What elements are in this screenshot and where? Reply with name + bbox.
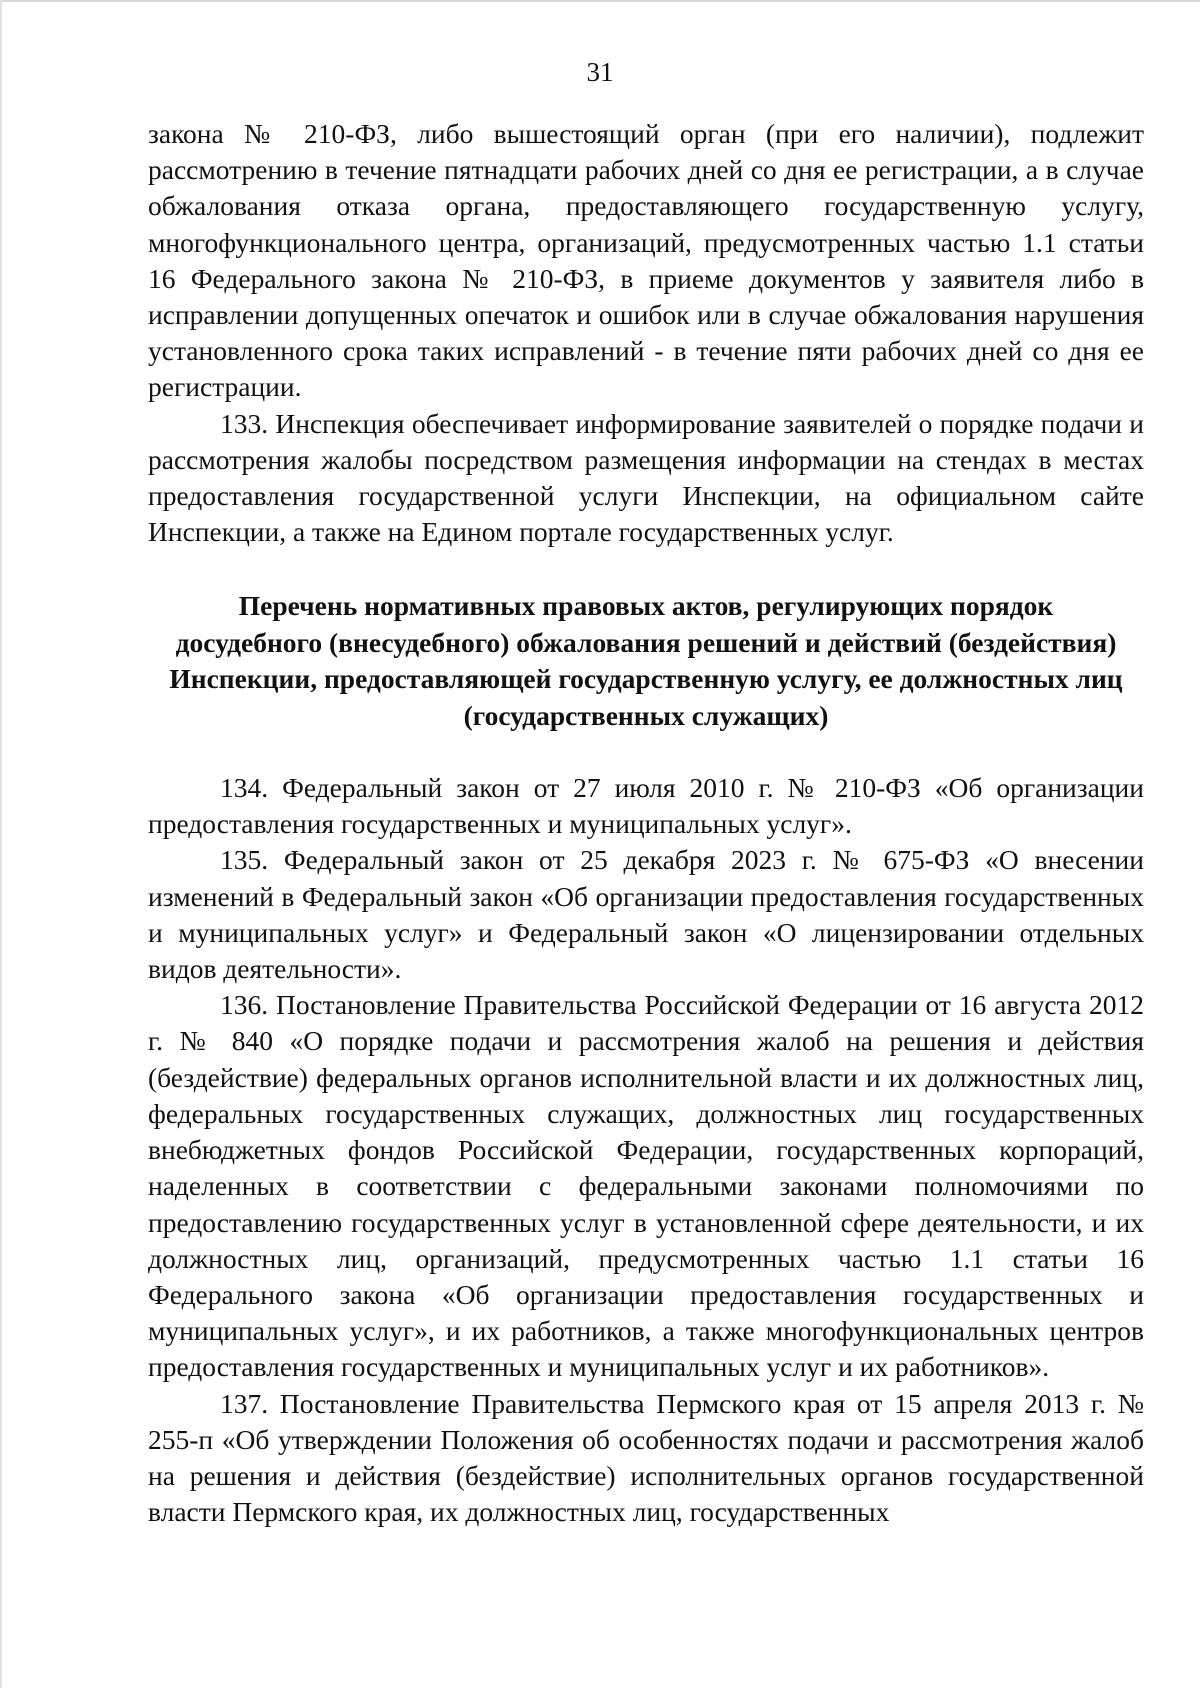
paragraph-136: 136. Постановление Правительства Российской Федерации от 16 августа 2012 г. № 840 «О порядке подачи и рассмотрения жалоб на решения и действия (бездействие) федеральных органов исполнительной власти и их должностных лиц, федеральных государственных служащих, должностных лиц государственных внебюджетных фондов Российской Федерации, государственных корпораций, наделенных в соответствии с федеральными законами полномочиями по предоставлению государственных услуг в установленной сфере деятельности, и их должностных лиц, организаций, предусмотренных частью 1.1 статьи 16 Федерального закона «Об организации предоставления государственных и муниципальных услуг», и их работников, а также многофункциональных центров предоставления государственных и муниципальных услуг и их работников».: [148, 989, 1144, 1383]
scan-edge-top: [0, 0, 1200, 2]
scan-edge-left: [0, 0, 2, 1688]
section-heading: [148, 588, 1144, 734]
heading-line: досудебного (внесудебного) обжалования решений и действий (бездействия): [175, 626, 1117, 658]
paragraph-133: 133. Инспекция обеспечивает информирование заявителей о порядке подачи и рассмотрения жалобы посредством размещения информации на стендах в местах предоставления государственной услуги Инспекции, на официальном сайте Инспекции, а также на Едином портале государственных услуг.: [148, 407, 1144, 548]
page-number: 31: [586, 57, 614, 87]
paragraph-137: 137. Постановление Правительства Пермского края от 15 апреля 2013 г. № 255-п «Об утверждении Положения об особенностях подачи и рассмотрения жалоб на решения и действия (бездействие) исполнительных органов государственной власти Пермского края, их должностных лиц, государственных: [148, 1387, 1144, 1528]
heading-line: Перечень нормативных правовых актов, регулирующих порядок: [238, 590, 1054, 622]
heading-line: (государственных служащих): [463, 699, 829, 731]
document-body: [148, 116, 1144, 1530]
heading-line: Инспекции, предоставляющей государственную услугу, ее должностных лиц: [169, 663, 1123, 695]
paragraph-135: 135. Федеральный закон от 25 декабря 2023 г. № 675-ФЗ «О внесении изменений в Федеральный закон «Об организации предоставления государственных и муниципальных услуг» и Федеральный закон «О лицензировании отдельных видов деятельности».: [148, 844, 1144, 985]
paragraph-134: 134. Федеральный закон от 27 июля 2010 г. № 210-ФЗ «Об организации предоставления государственных и муниципальных услуг».: [148, 772, 1144, 840]
paragraph-continuation: закона № 210-ФЗ, либо вышестоящий орган (при его наличии), подлежит рассмотрению в течение пятнадцати рабочих дней со дня ее регистрации, а в случае обжалования отказа органа, предоставляющего государственную услугу, многофункционального центра, организаций, предусмотренных частью 1.1 статьи 16 Федерального закона № 210-ФЗ, в приеме документов у заявителя либо в исправлении допущенных опечаток и ошибок или в случае обжалования нарушения установленного срока таких исправлений - в течение пяти рабочих дней со дня ее регистрации.: [148, 118, 1144, 403]
